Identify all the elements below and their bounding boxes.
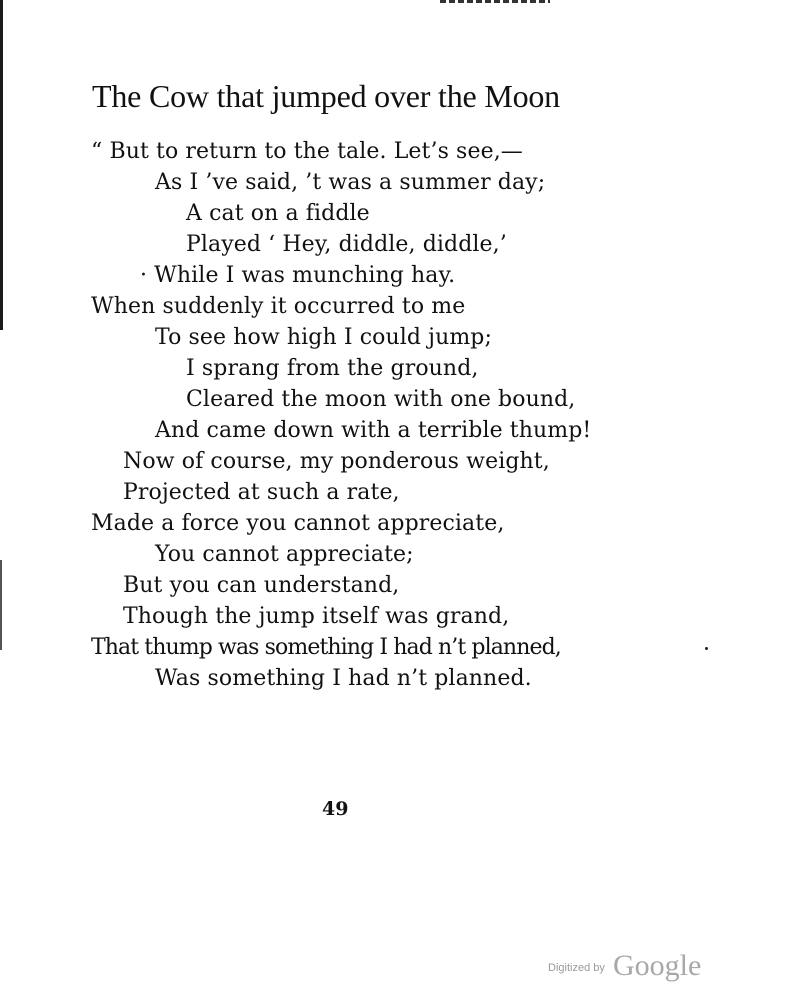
poem-line: Though the jump itself was grand, bbox=[123, 604, 510, 629]
digitized-watermark bbox=[548, 949, 701, 983]
poem-line: When suddenly it occurred to me bbox=[91, 294, 466, 319]
poem-line: “ But to return to the tale. Let’s see,— bbox=[91, 139, 523, 164]
poem-line: Cleared the moon with one bound, bbox=[186, 387, 576, 412]
scan-artifact-top bbox=[440, 0, 550, 3]
poem-line: Projected at such a rate, bbox=[123, 480, 400, 505]
poem-line: You cannot appreciate; bbox=[155, 542, 414, 567]
poem-line: · While I was munching hay. bbox=[140, 263, 456, 288]
poem-line: And came down with a terrible thump! bbox=[155, 418, 592, 443]
watermark-prefix: Digitized by bbox=[548, 962, 605, 974]
poem-line: As I ’ve said, ’t was a summer day; bbox=[155, 170, 546, 195]
poem-line: I sprang from the ground, bbox=[186, 356, 479, 381]
poem-line: That thump was something I had n’t planned, bbox=[91, 635, 561, 660]
scan-edge-shadow-lower bbox=[0, 560, 2, 650]
poem-line: Made a force you cannot appreciate, bbox=[91, 511, 505, 536]
poem-line: Played ‘ Hey, diddle, diddle,’ bbox=[186, 232, 507, 257]
scan-speck bbox=[705, 647, 708, 650]
scan-edge-shadow bbox=[0, 0, 3, 330]
page-title: The Cow that jumped over the Moon bbox=[92, 78, 560, 114]
poem-line: Was something I had n’t planned. bbox=[155, 666, 532, 691]
poem-line: To see how high I could jump; bbox=[155, 325, 492, 350]
poem-line: But you can understand, bbox=[123, 573, 400, 598]
google-logo: Google bbox=[612, 949, 702, 982]
poem-line: Now of course, my ponderous weight, bbox=[123, 449, 550, 474]
page-number: 49 bbox=[322, 798, 349, 820]
poem-line: A cat on a fiddle bbox=[186, 201, 370, 226]
